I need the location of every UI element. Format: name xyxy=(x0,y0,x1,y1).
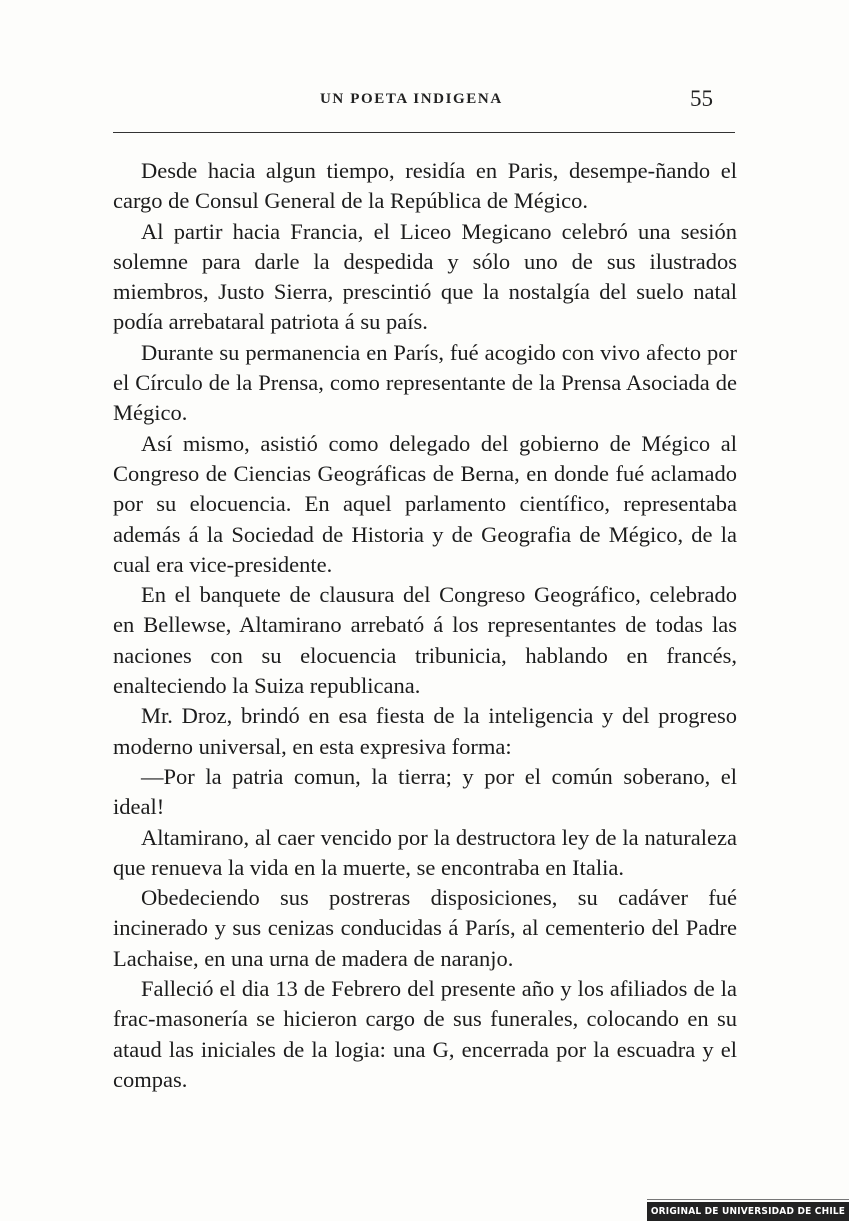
paragraph-droz: Mr. Droz, brindó en esa fiesta de la inteligencia y del progreso moderno universal, en esta expresiva forma: xyxy=(113,703,737,759)
library-watermark-badge: ORIGINAL DE UNIVERSIDAD DE CHILE xyxy=(647,1202,849,1221)
paragraph-banquete: En el banquete de clausura del Congreso Geográfico, celebrado en Bellewse, Altamirano arrebató á los representantes de todas las naciones con su elocuencia tribunicia, hablando en francés, enalteciendo la Suiza republicana. xyxy=(113,582,737,699)
paragraph-italia: Altamirano, al caer vencido por la destructora ley de la naturaleza que renueva la vida en la muerte, se encontraba en Italia. xyxy=(113,824,737,880)
body-text xyxy=(113,156,737,1095)
footer-badge-line xyxy=(647,1199,849,1200)
paragraph-liceo: Al partir hacia Francia, el Liceo Megicano celebró una sesión solemne para darle la despedida y sólo uno de sus ilustrados miembros, Justo Sierra, prescintió que la nostalgía del suelo natal podía arrebataral patriota á su país. xyxy=(113,218,737,335)
paragraph-consul: Desde hacia algun tiempo, residía en Paris, desempe-ñando el cargo de Consul General de la República de Mégico. xyxy=(113,158,737,214)
paragraph-toast: —Por la patria comun, la tierra; y por el común soberano, el ideal! xyxy=(113,763,737,820)
running-title: UN POETA INDIGENA xyxy=(320,91,503,107)
header-rule xyxy=(113,132,735,133)
paragraph-paris: Durante su permanencia en París, fué acogido con vivo afecto por el Círculo de la Prensa, como representante de la Prensa Asociada de Mégico. xyxy=(113,339,737,426)
paragraph-congreso: Así mismo, asistió como delegado del gobierno de Mégico al Congreso de Ciencias Geográficas de Berna, en donde fué aclamado por su elocuencia. En aquel parlamento científico, representaba además á la Sociedad de Historia y de Geografia de Mégico, de la cual era vice-presidente. xyxy=(113,430,737,577)
page-header xyxy=(110,88,735,118)
page-number: 55 xyxy=(690,86,713,111)
paragraph-cenizas: Obedeciendo sus postreras disposiciones, su cadáver fué incinerado y sus cenizas conducidas á París, al cementerio del Padre Lachaise, en una urna de madera de naranjo. xyxy=(113,885,737,971)
paragraph-fallecio: Falleció el dia 13 de Febrero del presente año y los afiliados de la frac-masonería se hicieron cargo de sus funerales, colocando en su ataud las iniciales de la logia: una G, encerrada por la escuadra y el compas. xyxy=(113,976,737,1092)
